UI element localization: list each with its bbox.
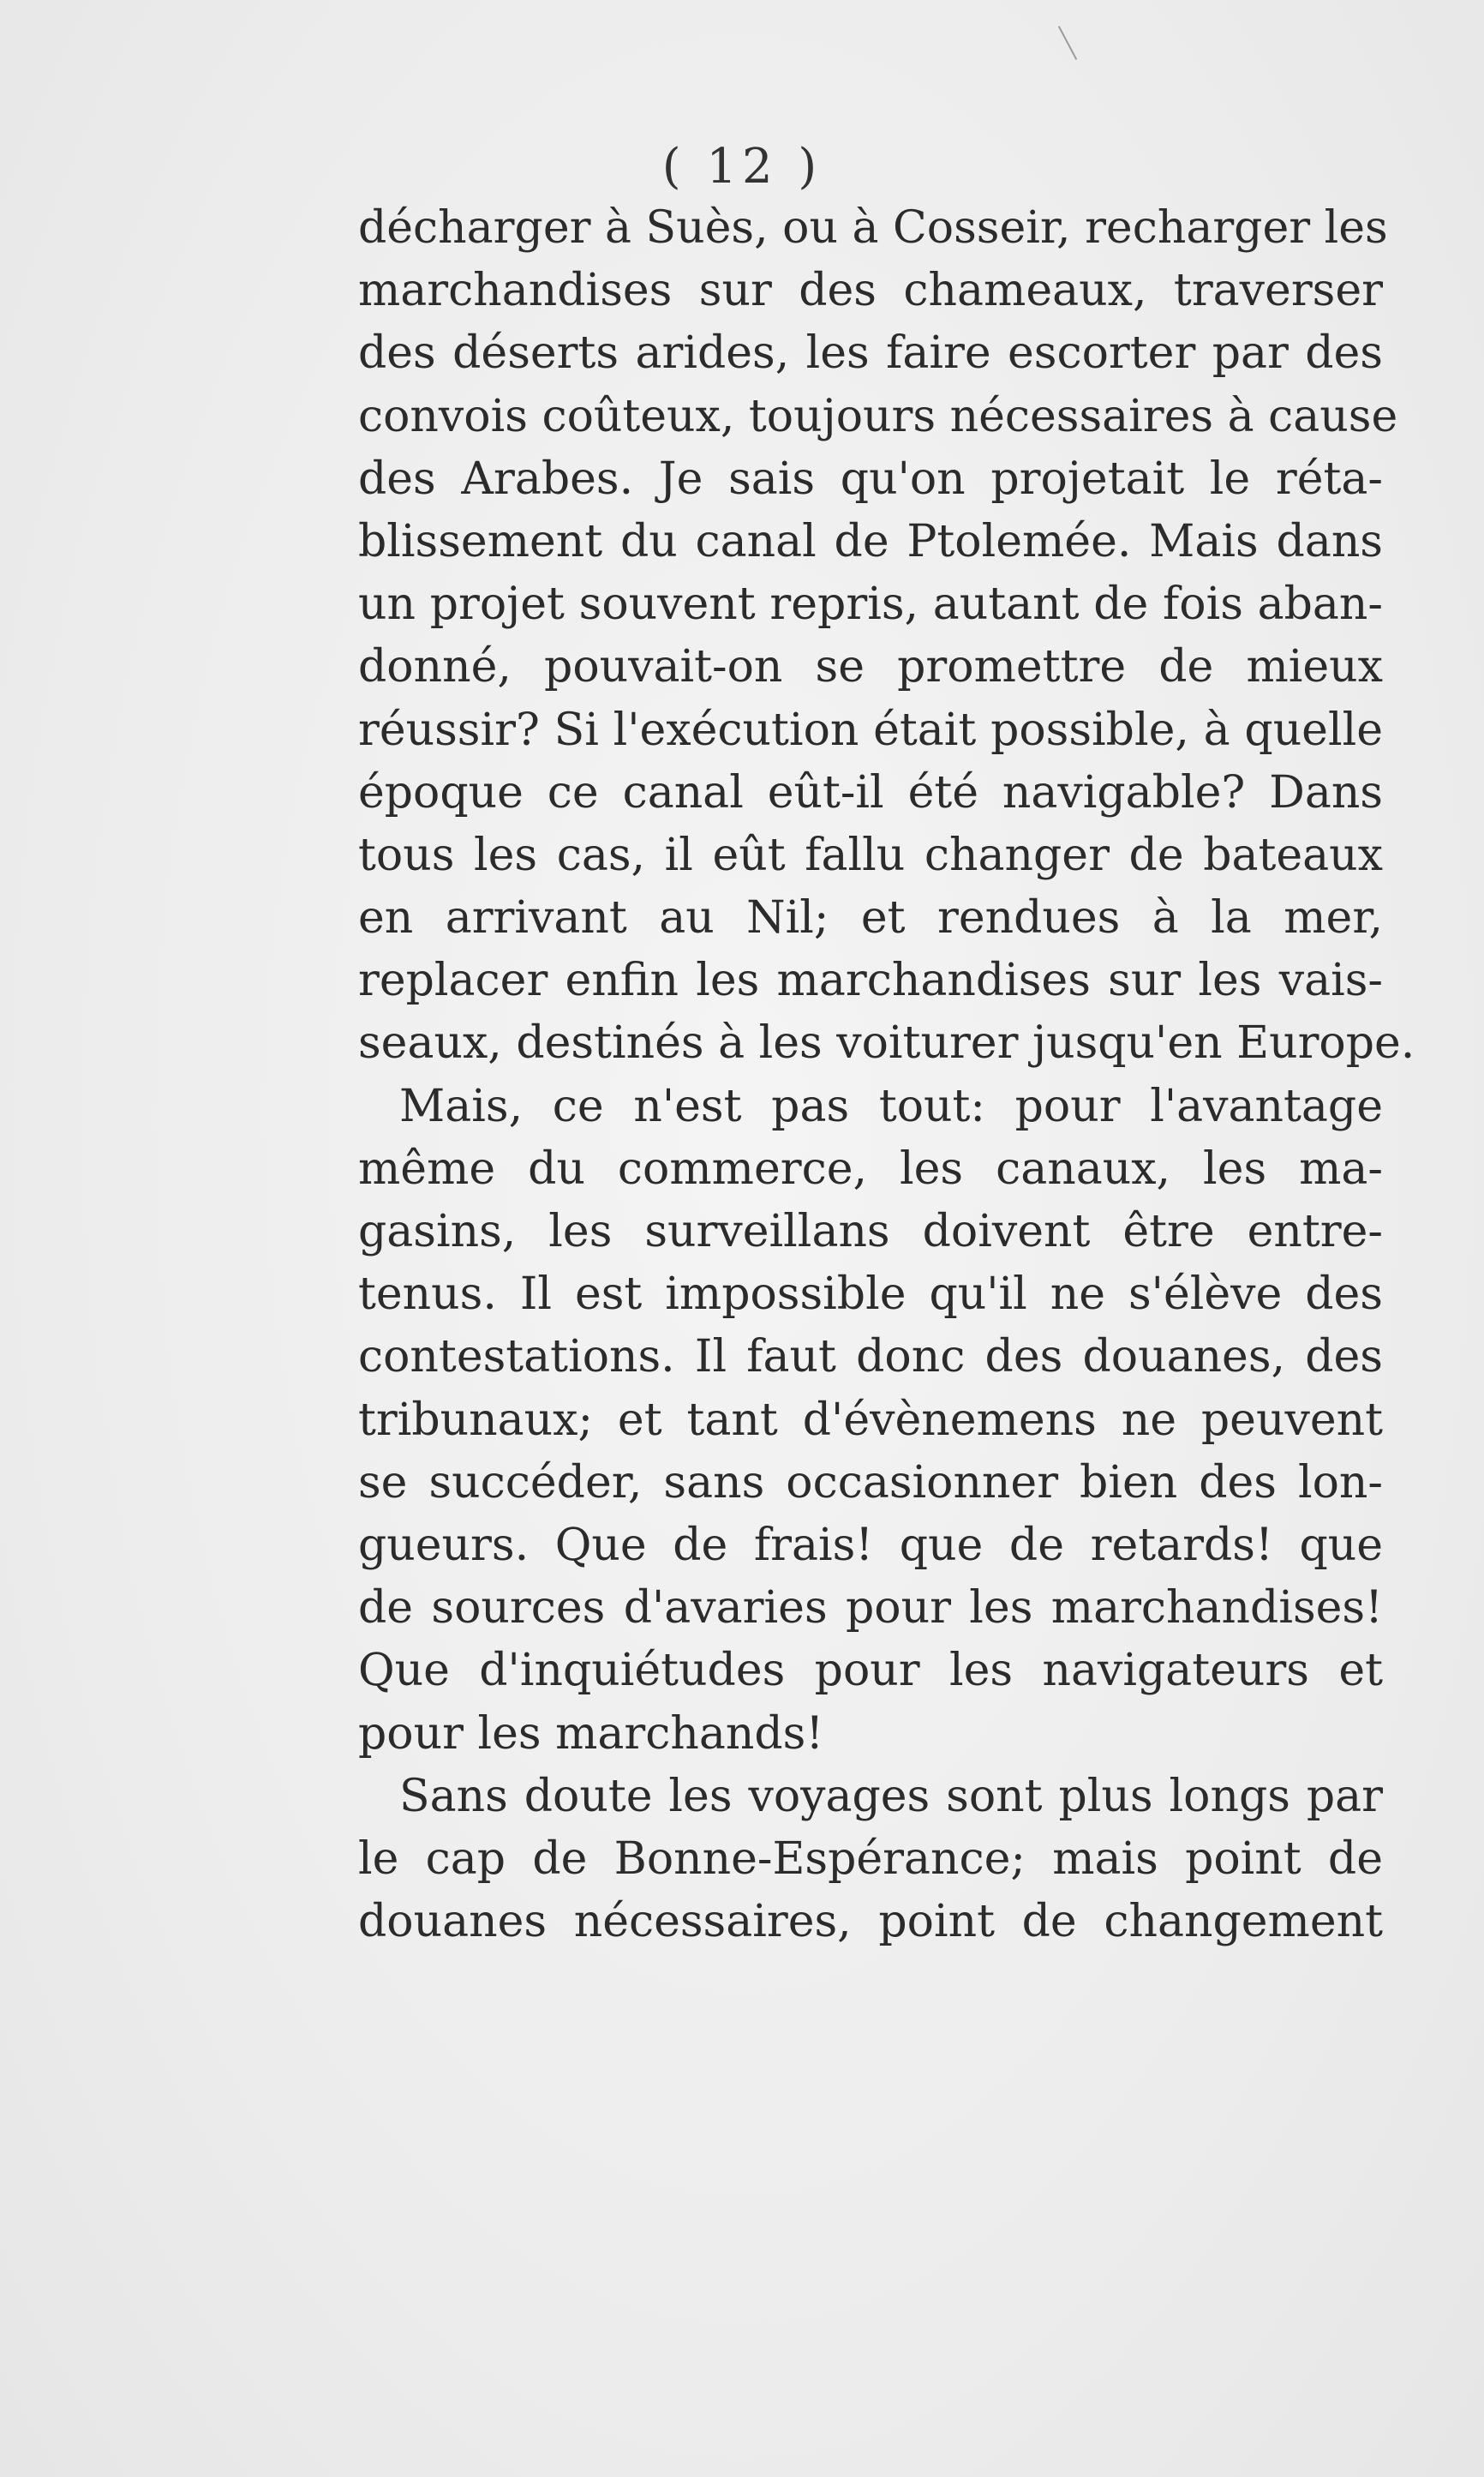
text-line: Que d'inquiétudes pour les navigateurs et <box>358 1645 1383 1697</box>
text-line: tenus. Il est impossible qu'il ne s'élève des <box>358 1268 1383 1321</box>
text-line: convois coûteux, toujours nécessaires à cause <box>358 390 1398 442</box>
text-line: en arrivant au Nil; et rendues à la mer, <box>358 892 1383 945</box>
page-number: ( 12 ) <box>661 139 823 195</box>
text-line: blissement du canal de Ptolemée. Mais dans <box>358 515 1383 567</box>
text-line: Mais, ce n'est pas tout: pour l'avantage <box>399 1080 1383 1132</box>
text-line: Sans doute les voyages sont plus longs par <box>399 1770 1383 1822</box>
text-line: replacer enfin les marchandises sur les vais- <box>358 955 1383 1007</box>
text-line: contestations. Il faut donc des douanes, des <box>358 1331 1383 1383</box>
text-line: réussir? Si l'exécution était possible, à quelle <box>358 704 1383 756</box>
text-line: se succéder, sans occasionner bien des lon- <box>358 1456 1383 1508</box>
text-line: seaux, destinés à les voiturer jusqu'en Europe. <box>358 1017 1415 1070</box>
body-text <box>358 197 1415 1953</box>
text-line: même du commerce, les canaux, les ma- <box>358 1143 1383 1195</box>
text-line: le cap de Bonne-Espérance; mais point de <box>358 1832 1383 1885</box>
text-line: tous les cas, il eût fallu changer de bateaux <box>358 829 1383 881</box>
text-line: gueurs. Que de frais! que de retards! que <box>358 1519 1383 1571</box>
text-line: tribunaux; et tant d'évènemens ne peuvent <box>358 1394 1383 1446</box>
text-line: pour les marchands! <box>358 1707 824 1760</box>
text-line: des Arabes. Je sais qu'on projetait le réta- <box>358 453 1383 505</box>
text-line: douanes nécessaires, point de changement <box>358 1896 1383 1948</box>
text-line: des déserts arides, les faire escorter par des <box>358 327 1383 380</box>
text-line: un projet souvent repris, autant de fois aban- <box>358 579 1383 631</box>
text-line: gasins, les surveillans doivent être entre- <box>358 1206 1383 1257</box>
text-line: donné, pouvait-on se promettre de mieux <box>358 641 1383 693</box>
text-line: marchandises sur des chameaux, traverser <box>358 265 1383 317</box>
text-line: époque ce canal eût-il été navigable? Dans <box>358 766 1383 819</box>
stray-pen-mark <box>1058 26 1077 60</box>
text-line: de sources d'avaries pour les marchandises! <box>358 1582 1383 1634</box>
text-line: décharger à Suès, ou à Cosseir, recharger les <box>358 202 1388 254</box>
